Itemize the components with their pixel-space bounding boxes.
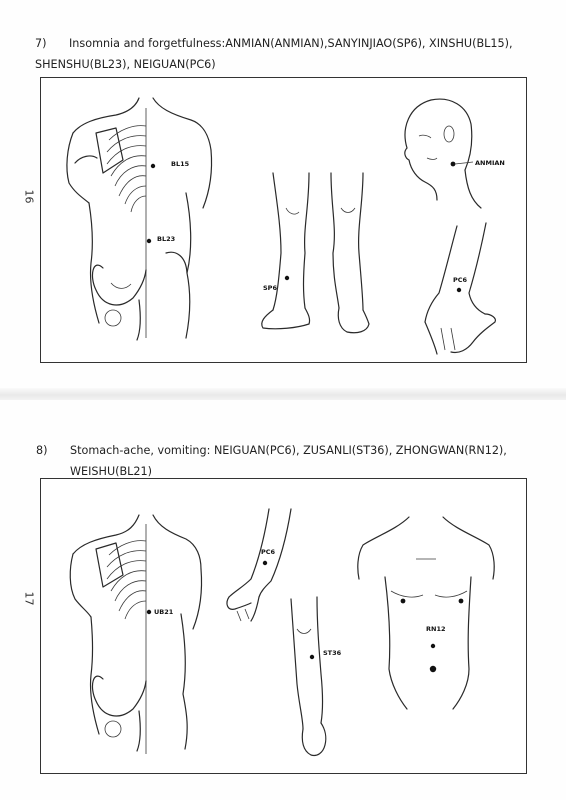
section-7-heading bbox=[35, 33, 535, 75]
anmian-leader-line bbox=[455, 162, 473, 164]
ub21-point bbox=[147, 610, 151, 614]
rn12-label: RN12 bbox=[426, 625, 446, 633]
pc6-point bbox=[457, 288, 461, 292]
st36-point bbox=[310, 655, 314, 659]
front-torso-illustration bbox=[358, 517, 494, 709]
st36-label: ST36 bbox=[323, 649, 342, 657]
bl15-point bbox=[151, 164, 155, 168]
back-torso-illustration bbox=[67, 98, 212, 340]
section-title-line2: SHENSHU(BL23), NEIGUAN(PC6) bbox=[35, 58, 216, 71]
page-number: 16 bbox=[22, 189, 36, 204]
figure-stomach-points bbox=[40, 478, 527, 774]
pc6-label: PC6 bbox=[261, 548, 276, 556]
sp6-label: SP6 bbox=[263, 284, 277, 292]
navel bbox=[430, 666, 436, 672]
back-torso-illustration bbox=[70, 515, 201, 754]
ub21-label: UB21 bbox=[154, 608, 174, 616]
section-number: 8) bbox=[36, 444, 48, 457]
lower-leg-illustration bbox=[291, 597, 326, 756]
anmian-label: ANMIAN bbox=[475, 159, 505, 167]
pc6-label: PC6 bbox=[453, 276, 468, 284]
legs-illustration bbox=[262, 173, 369, 333]
left-nipple bbox=[401, 599, 406, 604]
right-nipple bbox=[459, 599, 464, 604]
section-8-heading bbox=[36, 440, 516, 482]
pc6-point bbox=[263, 561, 267, 565]
bl23-label: BL23 bbox=[157, 235, 176, 243]
figure-insomnia-points bbox=[40, 77, 527, 363]
head-illustration bbox=[405, 99, 481, 208]
bl15-label: BL15 bbox=[171, 160, 190, 168]
section-title-line1: Stomach-ache, vomiting: NEIGUAN(PC6), ZUSANLI(ST36), ZHONGWAN(RN12), bbox=[70, 444, 507, 457]
bl23-point bbox=[147, 239, 151, 243]
arm-illustration bbox=[227, 509, 291, 621]
figure-drawing bbox=[41, 479, 526, 773]
sp6-point bbox=[285, 276, 289, 280]
section-title-line1: Insomnia and forgetfulness:ANMIAN(ANMIAN),SANYINJIAO(SP6), XINSHU(BL15), bbox=[69, 37, 513, 50]
figure-drawing bbox=[41, 78, 526, 362]
section-title-line2: WEISHU(BL21) bbox=[70, 465, 153, 478]
anmian-point bbox=[451, 162, 456, 167]
rn12-point bbox=[431, 644, 435, 648]
section-number: 7) bbox=[35, 37, 47, 50]
page-number: 17 bbox=[22, 591, 36, 606]
